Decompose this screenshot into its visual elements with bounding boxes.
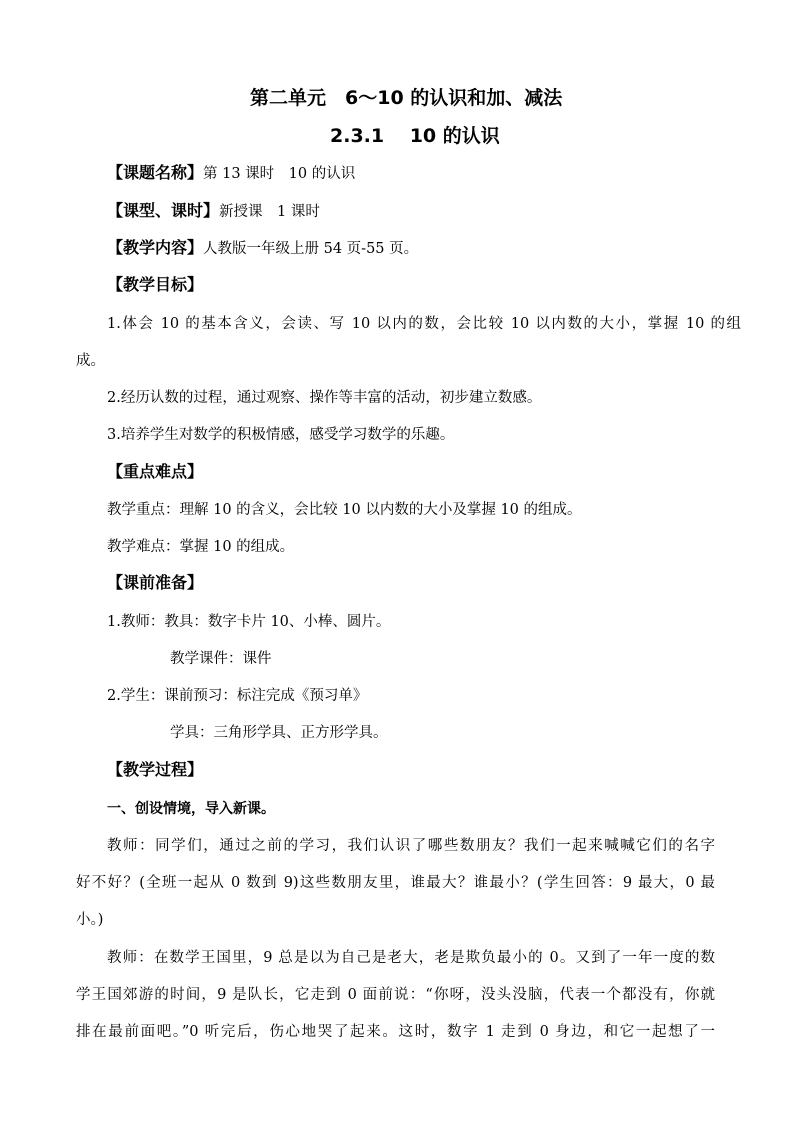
prep-line: 2.学生：课前预习：标注完成《预习单》 (107, 688, 368, 704)
lesson-subtitle: 2.3.1 10 的认识 (330, 125, 500, 147)
goals-heading: 【教学目标】 (107, 275, 204, 294)
goal-line: 1.体会 10 的基本含义，会读、写 10 以内的数，会比较 10 以内数的大小，掌握 10 的组 (107, 316, 741, 332)
prep-heading: 【课前准备】 (107, 573, 204, 592)
unit-title: 第二单元 6～10 的认识和加、减法 (250, 87, 563, 109)
paragraph-line: 教师：同学们，通过之前的学习，我们认识了哪些数朋友？我们一起来喊喊它们的名字 (107, 838, 715, 854)
info-label: 【课型、课时】 (107, 201, 220, 220)
key-point: 教学难点：掌握 10 的组成。 (107, 539, 295, 555)
info-row-content (107, 238, 418, 259)
paragraph-line: 好不好？(全班一起从 0 数到 9)这些数朋友里，谁最大？谁最小？(学生回答：9 最大，0 最 (76, 875, 715, 891)
info-row-topic (107, 163, 355, 184)
info-label: 【课题名称】 (107, 163, 204, 182)
prep-line: 学具：三角形学具、正方形学具。 (170, 725, 388, 741)
prep-line: 1.教师：教具：数字卡片 10、小棒、圆片。 (107, 614, 391, 630)
paragraph-line: 小。) (76, 912, 104, 928)
info-label: 【教学内容】 (107, 238, 204, 257)
info-value: 新授课 1 课时 (219, 204, 320, 220)
key-point: 教学重点：理解 10 的含义，会比较 10 以内数的大小及掌握 10 的组成。 (107, 502, 582, 518)
process-heading: 【教学过程】 (107, 760, 204, 779)
goal-line: 3.培养学生对数学的积极情感，感受学习数学的乐趣。 (107, 427, 455, 443)
paragraph-line: 排在最前面吧。”0 听完后，伤心地哭了起来。这时，数字 1 走到 0 身边，和它一起想了一 (76, 1024, 715, 1040)
info-row-type (107, 201, 320, 222)
info-value: 人教版一年级上册 54 页-55 页。 (203, 241, 419, 257)
info-value: 第 13 课时 10 的认识 (203, 166, 356, 182)
goal-line: 成。 (76, 353, 105, 369)
key-heading: 【重点难点】 (107, 462, 204, 481)
prep-line: 教学课件：课件 (170, 651, 272, 667)
paragraph-line: 教师：在数学王国里，9 总是以为自己是老大，老是欺负最小的 0。又到了一年一度的数 (107, 950, 715, 966)
step1-heading: 一、创设情境，导入新课。 (107, 801, 275, 817)
goal-line: 2.经历认数的过程，通过观察、操作等丰富的活动，初步建立数感。 (107, 390, 542, 406)
paragraph-line: 学王国郊游的时间，9 是队长，它走到 0 面前说：“你呀，没头没脑，代表一个都没有，你就 (76, 987, 715, 1003)
